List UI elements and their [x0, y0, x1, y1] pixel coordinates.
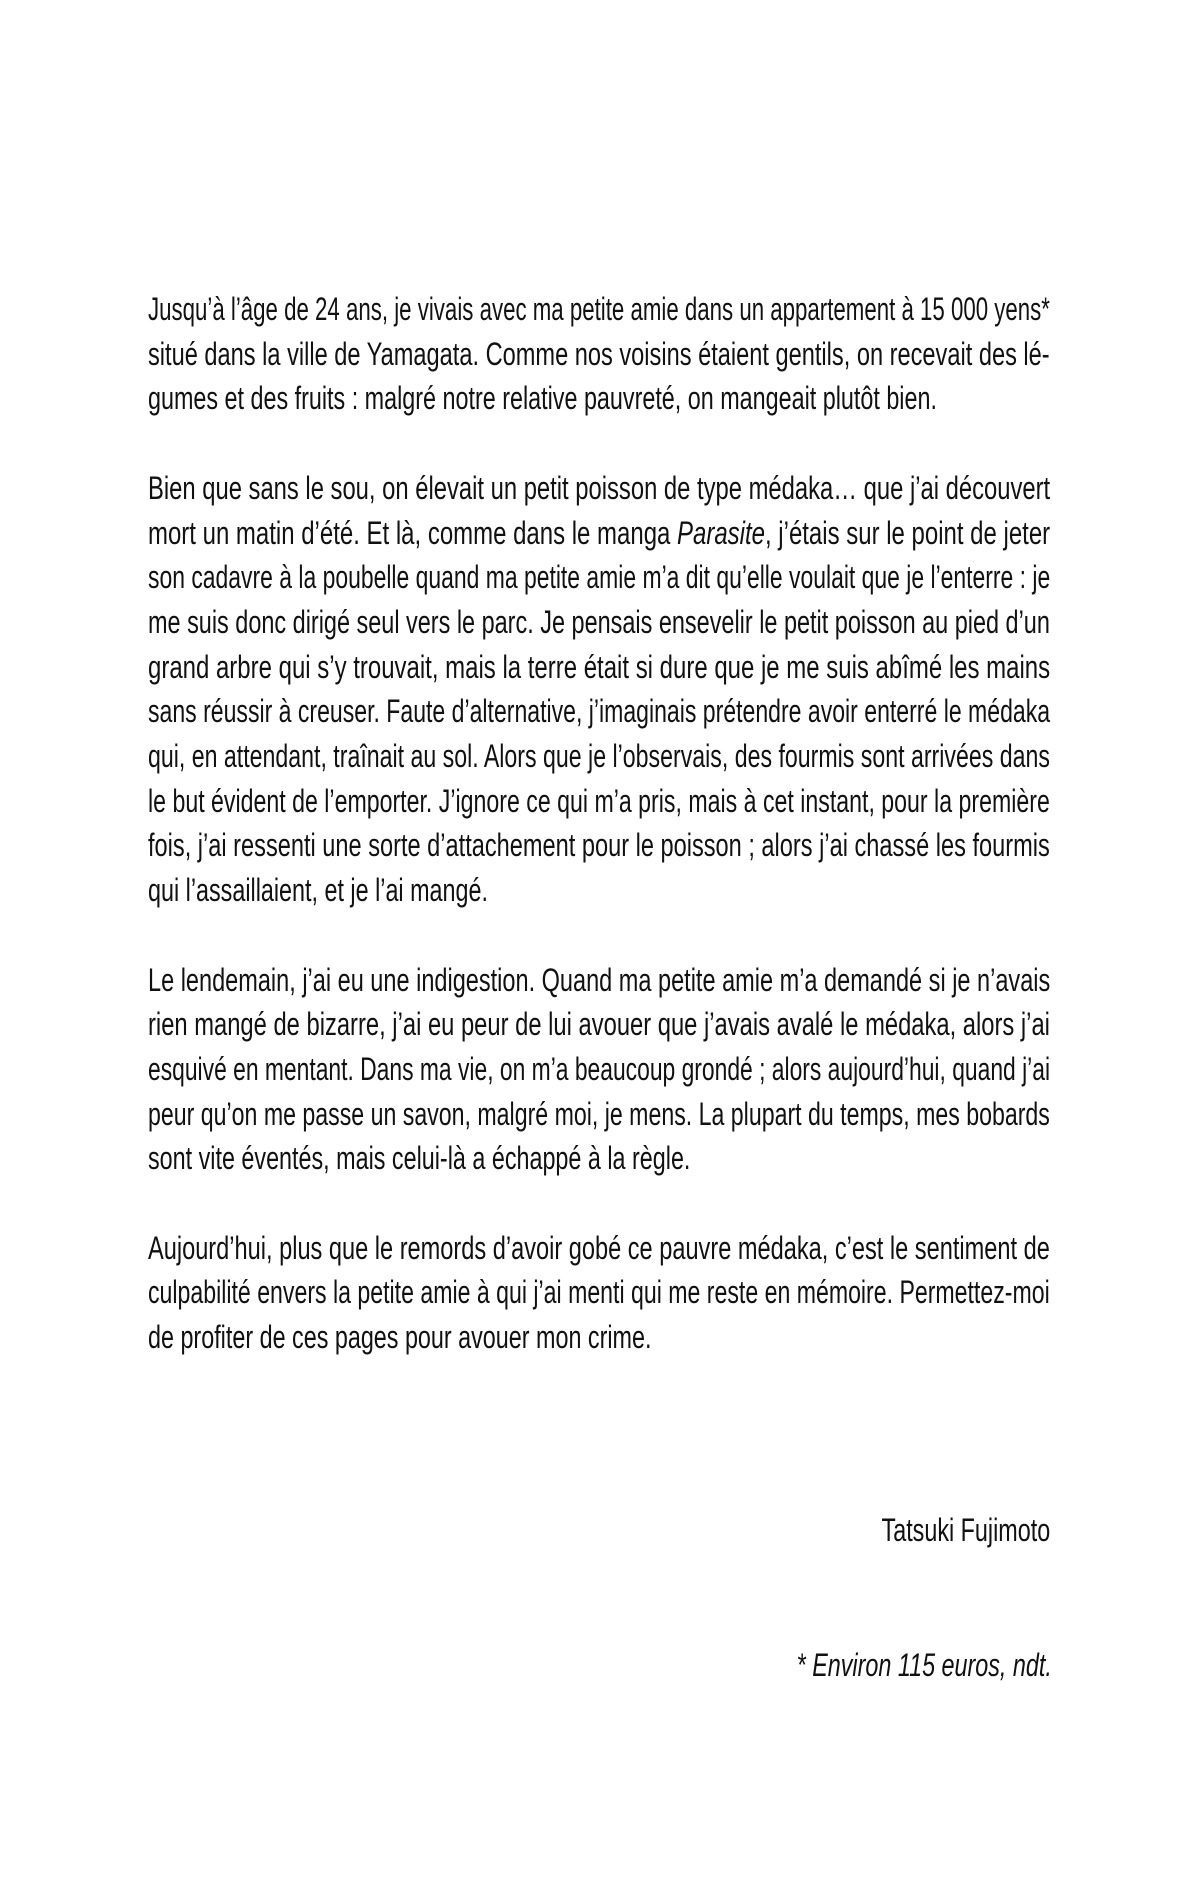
text-line: mort un matin d’été. Et là, comme dans le manga Parasite, j’étais sur le point de jeter [148, 514, 1051, 551]
text-line: fois, j’ai ressenti une sorte d’attachement pour le poisson ; alors j’ai chassé les fourmis [148, 827, 1050, 864]
text-line: gumes et des fruits : malgré notre relative pauvreté, on mangeait plutôt bien. [148, 380, 937, 417]
text-line: qui l’assaillaient, et je l’ai mangé. [148, 872, 488, 909]
text-line: son cadavre à la poubelle quand ma petite amie m’a dit qu’elle voulait que je l’enterre : je [148, 559, 1051, 596]
text-line: grand arbre qui s’y trouvait, mais la terre était si dure que je me suis abîmé les mains [148, 648, 1051, 685]
text-line: Le lendemain, j’ai eu une indigestion. Quand ma petite amie m’a demandé si je n’avais [148, 961, 1051, 998]
text-line: de profiter de ces pages pour avouer mon crime. [148, 1319, 652, 1356]
text-line: culpabilité envers la petite amie à qui j’ai menti qui me reste en mémoire. Permettez-moi [148, 1274, 1050, 1311]
text-line: Bien que sans le sou, on élevait un petit poisson de type médaka… que j’ai découvert [148, 469, 1051, 506]
text-line: sans réussir à creuser. Faute d’alternative, j’imaginais prétendre avoir enterré le médaka [148, 693, 1051, 730]
text-line: rien mangé de bizarre, j’ai eu peur de lui avouer que j’avais avalé le médaka, alors j’ai [148, 1006, 1050, 1043]
text-line: situé dans la ville de Yamagata. Comme nos voisins étaient gentils, on recevait des lé- [148, 335, 1050, 372]
text-line: me suis donc dirigé seul vers le parc. Je pensais ensevelir le petit poisson au pied d’un [148, 603, 1050, 640]
text-line: Jusqu’à l’âge de 24 ans, je vivais avec ma petite amie dans un appartement à 15 000 yens* [148, 291, 1050, 327]
text-line: Aujourd’hui, plus que le remords d’avoir gobé ce pauvre médaka, c’est le sentiment de [148, 1229, 1050, 1266]
text-line: peur qu’on me passe un savon, malgré moi, je mens. La plupart du temps, mes bobards [148, 1095, 1050, 1132]
text-line: qui, en attendant, traînait au sol. Alors que je l’observais, des fourmis sont arrivées dans [148, 738, 1050, 774]
author-signature: Tatsuki Fujimoto [881, 1512, 1050, 1548]
translator-footnote: * Environ 115 euros, ndt. [796, 1647, 1052, 1683]
text-line: sont vite éventés, mais celui-là a échappé à la règle. [148, 1140, 691, 1177]
italic-title: Parasite [677, 514, 765, 551]
text-line: le but évident de l’emporter. J’ignore ce qui m’a pris, mais à cet instant, pour la première [148, 782, 1050, 819]
text-line: esquivé en mentant. Dans ma vie, on m’a beaucoup grondé ; alors aujourd’hui, quand j’ai [148, 1050, 1051, 1087]
